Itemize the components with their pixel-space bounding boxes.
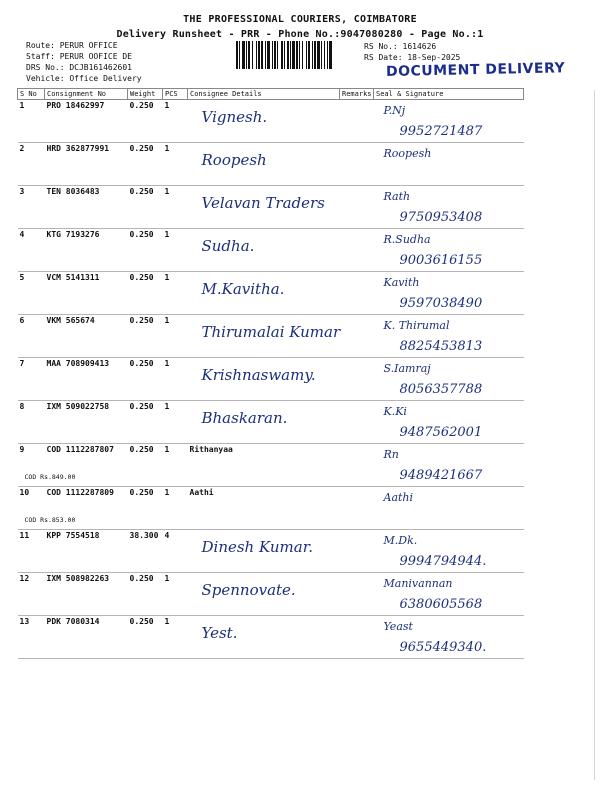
barcode-bar bbox=[312, 41, 313, 69]
cell-sno: 3 bbox=[18, 186, 45, 229]
cell-weight: 0.250 bbox=[128, 100, 163, 143]
cell-consignment-no bbox=[45, 272, 128, 315]
barcode-image bbox=[236, 41, 361, 69]
cell-remarks bbox=[340, 229, 374, 272]
signature: Rath bbox=[383, 190, 411, 203]
table-row bbox=[18, 272, 524, 315]
handwritten-phone: 9489421667 bbox=[399, 468, 483, 483]
cell-consignment-no bbox=[45, 315, 128, 358]
cell-signature bbox=[374, 143, 524, 186]
cod-amount: COD Rs.853.00 bbox=[24, 516, 76, 524]
cell-consignment-no bbox=[24, 444, 128, 487]
cell-sno: 1 bbox=[18, 100, 45, 143]
col-header-consignment: Consignment No bbox=[45, 89, 128, 100]
table-row bbox=[18, 186, 524, 229]
barcode-bar bbox=[252, 41, 253, 69]
barcode-bar bbox=[265, 41, 266, 69]
cell-signature bbox=[374, 315, 524, 358]
cell-remarks bbox=[340, 487, 374, 530]
cell-sno: 12 bbox=[18, 573, 45, 616]
cell-consignee bbox=[188, 186, 340, 229]
signature: K. Thirumal bbox=[383, 319, 450, 332]
table-row bbox=[18, 401, 524, 444]
consignment-number: COD 1112287807 bbox=[46, 445, 114, 454]
signature: P.Nj bbox=[383, 104, 406, 117]
drs-number: DRS No.: DCJB161462601 bbox=[26, 63, 132, 72]
consignment-number: TEN 8036483 bbox=[46, 187, 100, 196]
consignee-name: Aathi bbox=[189, 488, 214, 497]
consignment-number: PDK 7080314 bbox=[46, 617, 100, 626]
signature: Roopesh bbox=[383, 147, 432, 160]
cell-pcs: 1 bbox=[163, 143, 188, 186]
cell-consignment-no bbox=[45, 573, 128, 616]
cell-consignee bbox=[188, 143, 340, 186]
col-header-remarks: Remarks bbox=[340, 89, 374, 100]
consignment-number: PRO 18462997 bbox=[46, 101, 105, 110]
handwritten-consignee-name: M.Kavitha. bbox=[201, 280, 285, 298]
cell-weight: 0.250 bbox=[128, 315, 163, 358]
consignment-number: VKM 565674 bbox=[46, 316, 95, 325]
cell-signature bbox=[374, 530, 524, 573]
handwritten-consignee-name: Dinesh Kumar. bbox=[201, 538, 313, 556]
table-row bbox=[18, 315, 524, 358]
cell-pcs: 1 bbox=[163, 229, 188, 272]
cell-pcs: 4 bbox=[163, 530, 188, 573]
cell-signature bbox=[374, 487, 524, 530]
cell-pcs: 1 bbox=[163, 401, 188, 444]
cell-consignee bbox=[188, 616, 340, 659]
cell-consignee bbox=[188, 401, 340, 444]
cell-remarks bbox=[340, 272, 374, 315]
handwritten-consignee-name: Roopesh bbox=[201, 151, 267, 169]
handwritten-phone: 9994794944. bbox=[399, 554, 487, 569]
cell-sno: 11 bbox=[18, 530, 45, 573]
rs-date: RS Date: 18-Sep-2025 bbox=[364, 53, 461, 62]
table-row bbox=[18, 100, 524, 143]
cell-remarks bbox=[340, 143, 374, 186]
table-row bbox=[18, 444, 524, 487]
handwritten-consignee-name: Vignesh. bbox=[201, 108, 268, 126]
cell-remarks bbox=[340, 358, 374, 401]
cell-pcs: 1 bbox=[163, 573, 188, 616]
consignment-number: HRD 362877991 bbox=[46, 144, 110, 153]
cell-consignee bbox=[188, 444, 340, 487]
table-row bbox=[18, 358, 524, 401]
cell-weight: 0.250 bbox=[128, 616, 163, 659]
handwritten-phone: 9655449340. bbox=[399, 640, 487, 655]
cell-sno: 10 bbox=[18, 487, 45, 530]
cell-signature bbox=[374, 229, 524, 272]
barcode-bar bbox=[329, 41, 332, 69]
barcode-bar bbox=[248, 41, 250, 69]
barcode-bar bbox=[281, 41, 283, 69]
cell-remarks bbox=[340, 530, 374, 573]
barcode-bar bbox=[327, 41, 328, 69]
consignment-number: KTG 7193276 bbox=[46, 230, 100, 239]
consignment-number: IXM 509022758 bbox=[46, 402, 110, 411]
cell-consignee bbox=[188, 315, 340, 358]
right-edge-line bbox=[594, 90, 595, 780]
cell-sno: 2 bbox=[18, 143, 45, 186]
barcode-bar bbox=[299, 41, 300, 69]
handwritten-phone: 9952721487 bbox=[399, 124, 483, 139]
cell-sno: 9 bbox=[18, 444, 45, 487]
cell-consignee bbox=[188, 573, 340, 616]
cell-signature bbox=[374, 272, 524, 315]
handwritten-consignee-name: Velavan Traders bbox=[201, 194, 325, 212]
cell-pcs: 1 bbox=[163, 315, 188, 358]
cell-weight: 0.250 bbox=[128, 487, 163, 530]
cell-signature bbox=[374, 401, 524, 444]
runsheet-meta-right bbox=[364, 41, 460, 63]
col-header-pcs: PCS bbox=[163, 89, 188, 100]
barcode-bar bbox=[272, 41, 273, 69]
cell-weight: 0.250 bbox=[128, 186, 163, 229]
cell-pcs: 1 bbox=[163, 444, 188, 487]
cell-consignee bbox=[188, 530, 340, 573]
barcode-bar bbox=[239, 41, 240, 69]
runsheet-table bbox=[17, 88, 524, 659]
barcode-bar bbox=[274, 41, 276, 69]
cell-pcs: 1 bbox=[163, 272, 188, 315]
signature: K.Ki bbox=[383, 405, 407, 418]
barcode-bar bbox=[256, 41, 257, 69]
barcode-bar bbox=[277, 41, 278, 69]
barcode-bar bbox=[258, 41, 260, 69]
barcode-bar bbox=[324, 41, 325, 69]
signature: Kavith bbox=[383, 276, 420, 289]
barcode-bar bbox=[296, 41, 298, 69]
cell-consignment-no bbox=[45, 186, 128, 229]
cell-weight: 38.300 bbox=[128, 530, 163, 573]
consignment-number: COD 1112287809 bbox=[46, 488, 114, 497]
cell-signature bbox=[374, 358, 524, 401]
handwritten-phone: 8056357788 bbox=[399, 382, 483, 397]
barcode-bar bbox=[261, 41, 263, 69]
consignment-number: MAA 708909413 bbox=[46, 359, 110, 368]
col-header-signature: Seal & Signature bbox=[374, 89, 524, 100]
barcode-bar bbox=[302, 41, 303, 69]
barcode-bar bbox=[242, 41, 245, 69]
signature: Yeast bbox=[383, 620, 413, 633]
cell-pcs: 1 bbox=[163, 100, 188, 143]
cell-remarks bbox=[340, 444, 374, 487]
handwritten-phone: 9597038490 bbox=[399, 296, 483, 311]
signature: Aathi bbox=[383, 491, 414, 504]
cell-weight: 0.250 bbox=[128, 272, 163, 315]
cell-weight: 0.250 bbox=[128, 358, 163, 401]
cell-consignment-no bbox=[45, 616, 128, 659]
barcode-bar bbox=[287, 41, 289, 69]
cell-consignment-no bbox=[45, 143, 128, 186]
signature: Manivannan bbox=[383, 577, 453, 590]
cell-sno: 8 bbox=[18, 401, 45, 444]
document-delivery-stamp: DOCUMENT DELIVERY bbox=[385, 60, 566, 80]
cod-amount: COD Rs.849.00 bbox=[24, 473, 76, 481]
handwritten-consignee-name: Spennovate. bbox=[201, 581, 296, 599]
cell-consignee bbox=[188, 272, 340, 315]
table-row bbox=[18, 487, 524, 530]
staff-text: Staff: PERUR OOFICE DE bbox=[26, 52, 132, 61]
table-header-row bbox=[18, 89, 524, 100]
runsheet-meta-left bbox=[26, 40, 142, 84]
cell-sno: 7 bbox=[18, 358, 45, 401]
consignment-number: VCM 5141311 bbox=[46, 273, 100, 282]
cell-sno: 6 bbox=[18, 315, 45, 358]
rs-number: RS No.: 1614626 bbox=[364, 42, 437, 51]
cell-signature bbox=[374, 444, 524, 487]
handwritten-phone: 9750953408 bbox=[399, 210, 483, 225]
table-row bbox=[18, 573, 524, 616]
handwritten-consignee-name: Thirumalai Kumar bbox=[201, 323, 341, 341]
barcode-bar bbox=[314, 41, 316, 69]
handwritten-consignee-name: Bhaskaran. bbox=[201, 409, 288, 427]
cell-consignee bbox=[188, 229, 340, 272]
cell-sno: 4 bbox=[18, 229, 45, 272]
cell-sno: 13 bbox=[18, 616, 45, 659]
barcode-bar bbox=[290, 41, 291, 69]
handwritten-consignee-name: Krishnaswamy. bbox=[201, 366, 316, 384]
cell-consignment-no bbox=[45, 401, 128, 444]
cell-weight: 0.250 bbox=[128, 444, 163, 487]
cell-pcs: 1 bbox=[163, 487, 188, 530]
col-header-sno: S No bbox=[18, 89, 45, 100]
cell-consignee bbox=[188, 487, 340, 530]
cell-remarks bbox=[340, 100, 374, 143]
signature: Rn bbox=[383, 448, 399, 461]
handwritten-phone: 9003616155 bbox=[399, 253, 483, 268]
cell-consignment-no bbox=[45, 358, 128, 401]
cell-weight: 0.250 bbox=[128, 401, 163, 444]
cell-remarks bbox=[340, 573, 374, 616]
cell-weight: 0.250 bbox=[128, 143, 163, 186]
handwritten-phone: 9487562001 bbox=[399, 425, 483, 440]
table-row bbox=[18, 229, 524, 272]
col-header-weight: Weight bbox=[128, 89, 163, 100]
table-row bbox=[18, 530, 524, 573]
cell-signature bbox=[374, 616, 524, 659]
table-row bbox=[18, 143, 524, 186]
consignment-number: IXM 508982263 bbox=[46, 574, 110, 583]
consignee-name: Rithanyaa bbox=[189, 445, 233, 454]
cell-signature bbox=[374, 100, 524, 143]
cell-weight: 0.250 bbox=[128, 229, 163, 272]
cell-sno: 5 bbox=[18, 272, 45, 315]
cell-consignment-no bbox=[45, 229, 128, 272]
cell-consignee bbox=[188, 100, 340, 143]
barcode-bar bbox=[284, 41, 285, 69]
cell-consignment-no bbox=[45, 100, 128, 143]
route-text: Route: PERUR OFFICE bbox=[26, 41, 118, 50]
consignment-number: KPP 7554518 bbox=[46, 531, 100, 540]
barcode-bar bbox=[306, 41, 307, 69]
col-header-consignee: Consignee Details bbox=[188, 89, 340, 100]
cell-consignee bbox=[188, 358, 340, 401]
cell-remarks bbox=[340, 401, 374, 444]
handwritten-phone: 6380605568 bbox=[399, 597, 483, 612]
cell-remarks bbox=[340, 186, 374, 229]
handwritten-phone: 8825453813 bbox=[399, 339, 483, 354]
barcode-bar bbox=[267, 41, 270, 69]
handwritten-consignee-name: Yest. bbox=[201, 624, 238, 642]
cell-remarks bbox=[340, 616, 374, 659]
cell-pcs: 1 bbox=[163, 358, 188, 401]
cell-remarks bbox=[340, 315, 374, 358]
signature: S.Iamraj bbox=[383, 362, 431, 375]
signature: M.Dk. bbox=[383, 534, 418, 547]
cell-signature bbox=[374, 573, 524, 616]
barcode-bar bbox=[308, 41, 310, 69]
cell-pcs: 1 bbox=[163, 186, 188, 229]
cell-signature bbox=[374, 186, 524, 229]
handwritten-consignee-name: Sudha. bbox=[201, 237, 255, 255]
barcode-bar bbox=[236, 41, 238, 69]
barcode-bar bbox=[292, 41, 295, 69]
cell-weight: 0.250 bbox=[128, 573, 163, 616]
company-title: THE PROFESSIONAL COURIERS, COIMBATORE bbox=[183, 14, 417, 25]
barcode-bar bbox=[317, 41, 320, 69]
signature: R.Sudha bbox=[383, 233, 431, 246]
vehicle-text: Vehicle: Office Delivery bbox=[26, 74, 142, 83]
cell-consignment-no bbox=[45, 530, 128, 573]
runsheet-subtitle: Delivery Runsheet - PRR - Phone No.:9047080280 - Page No.:1 bbox=[116, 29, 484, 40]
table-row bbox=[18, 616, 524, 659]
barcode-bar bbox=[321, 41, 322, 69]
barcode-bar bbox=[246, 41, 247, 69]
cell-pcs: 1 bbox=[163, 616, 188, 659]
